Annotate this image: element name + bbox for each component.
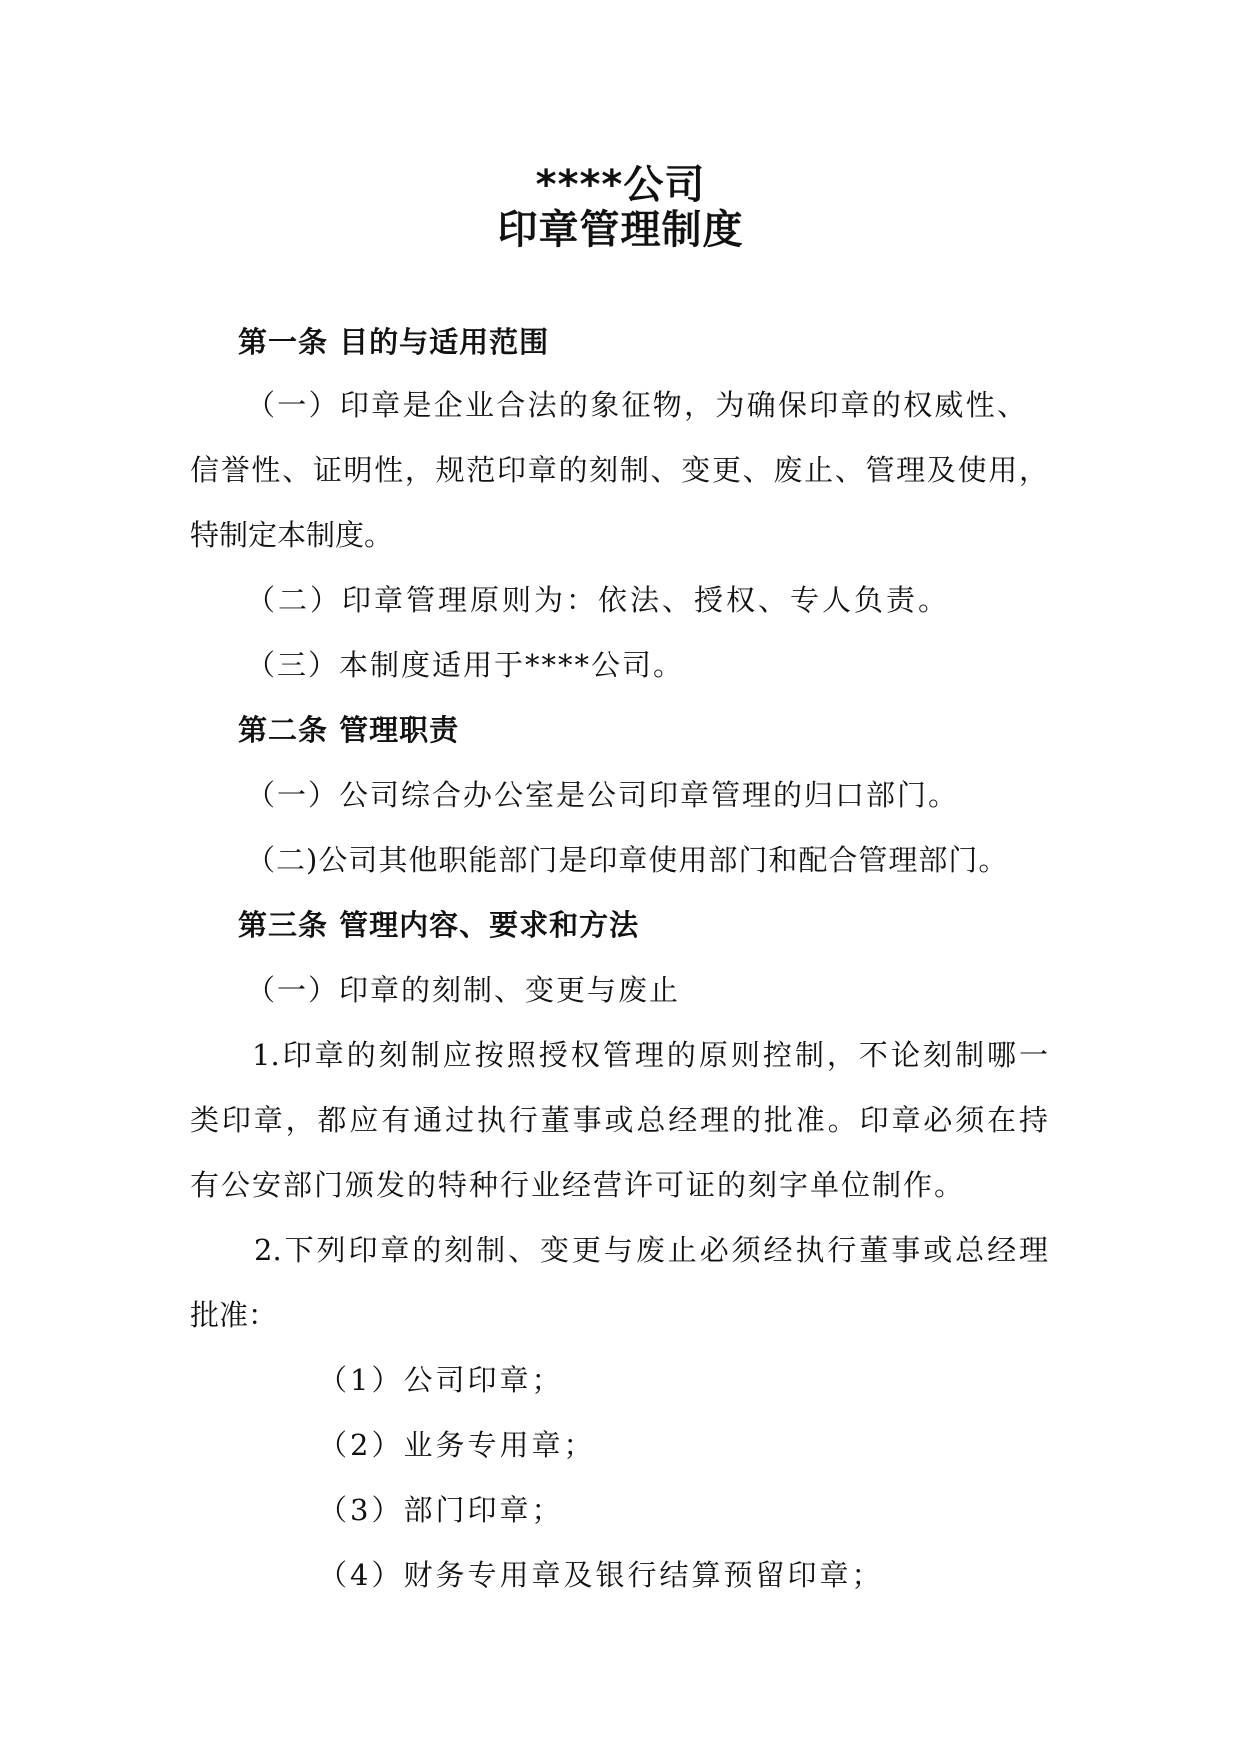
list-item: （1）公司印章； bbox=[318, 1363, 564, 1397]
article-3-heading: 第三条 管理内容、要求和方法 bbox=[238, 908, 640, 942]
paragraph-line: 信誉性、证明性，规范印章的刻制、变更、废止、管理及使用， bbox=[190, 453, 1048, 487]
paragraph-line: 有公安部门颁发的特种行业经营许可证的刻字单位制作。 bbox=[190, 1168, 966, 1202]
paragraph-line: （二)公司其他职能部门是印章使用部门和配合管理部门。 bbox=[246, 843, 1009, 877]
paragraph-line: 批准： bbox=[190, 1298, 278, 1332]
paragraph-line: （一）公司综合办公室是公司印章管理的归口部门。 bbox=[246, 778, 960, 812]
article-1-heading: 第一条 目的与适用范围 bbox=[238, 325, 550, 359]
company-title: ****公司 bbox=[535, 162, 706, 208]
article-2-heading: 第二条 管理职责 bbox=[238, 713, 460, 747]
list-item: （3）部门印章； bbox=[318, 1493, 564, 1527]
list-item: （2）业务专用章； bbox=[318, 1428, 596, 1462]
paragraph-line: 特制定本制度。 bbox=[190, 518, 394, 552]
document-title: 印章管理制度 bbox=[497, 207, 744, 253]
paragraph-line: （一）印章是企业合法的象征物，为确保印章的权威性、 bbox=[246, 388, 1026, 422]
paragraph-line: （三）本制度适用于****公司。 bbox=[246, 648, 685, 682]
list-item: （4）财务专用章及银行结算预留印章； bbox=[318, 1558, 884, 1592]
paragraph-line: 类印章，都应有通过执行董事或总经理的批准。印章必须在持 bbox=[190, 1103, 1048, 1137]
paragraph-line: 1.印章的刻制应按照授权管理的原则控制，不论刻制哪一 bbox=[252, 1038, 1048, 1072]
section-heading: （一）印章的刻制、变更与废止 bbox=[246, 973, 681, 1007]
paragraph-line: （二）印章管理原则为：依法、授权、专人负责。 bbox=[246, 583, 951, 617]
paragraph-line: 2.下列印章的刻制、变更与废止必须经执行董事或总经理 bbox=[254, 1233, 1048, 1267]
